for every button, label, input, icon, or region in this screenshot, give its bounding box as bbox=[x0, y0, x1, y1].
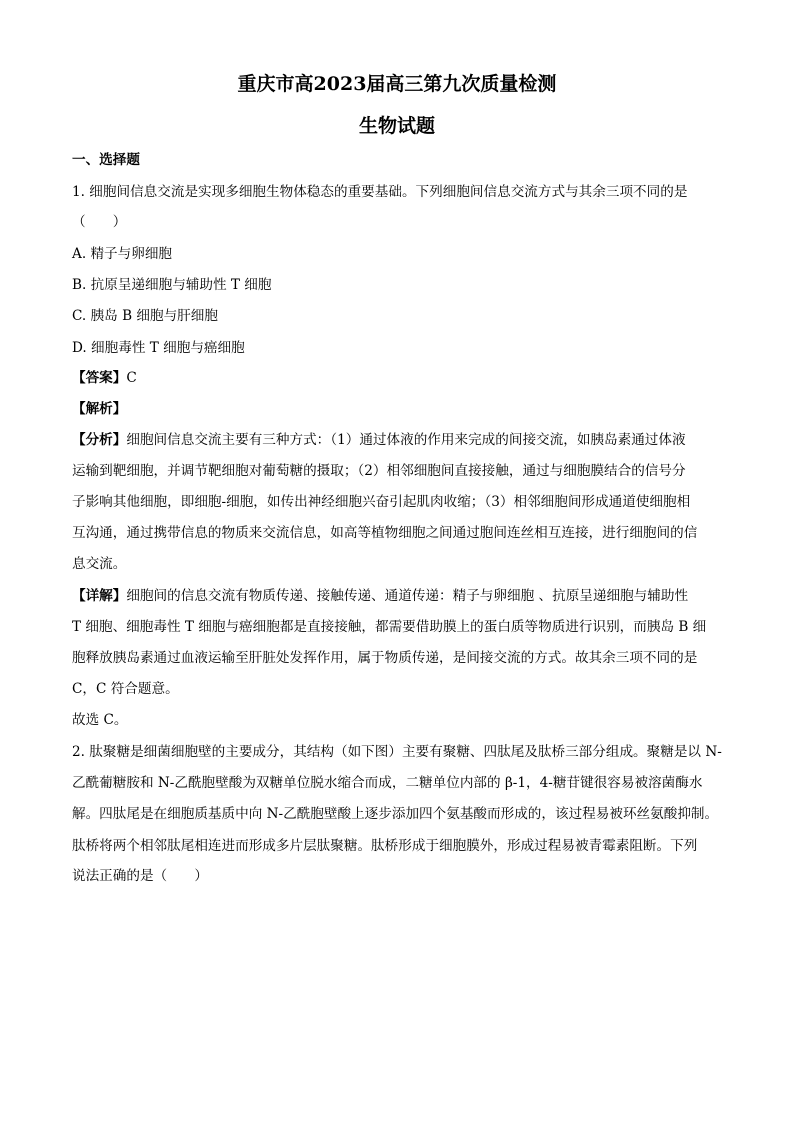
q1-conclusion: 故选 C。 bbox=[72, 712, 128, 728]
fenxi-line bbox=[72, 430, 732, 450]
q1-option-a: A. 精子与卵细胞 bbox=[72, 246, 173, 262]
xiangjie-line: C，C 符合题意。 bbox=[72, 681, 179, 697]
exam-subtitle: 生物试题 bbox=[358, 115, 435, 137]
q1-option-c: C. 胰岛 B 细胞与肝细胞 bbox=[72, 308, 218, 324]
analysis-label: 【解析】 bbox=[72, 401, 127, 417]
q2-line: 乙酰葡糖胺和 N-乙酰胞壁酸为双糖单位脱水缩合而成，二糖单位内部的 β-1，4-糖苷键很容易被溶菌酶水 bbox=[72, 775, 703, 791]
q1-answer bbox=[72, 368, 732, 388]
xiangjie-text: 细胞间的信息交流有物质传递、接触传递、通道传递：精子与卵细胞 、抗原呈递细胞与辅助性 bbox=[126, 588, 689, 604]
xiangjie-line: T 细胞、细胞毒性 T 细胞与癌细胞都是直接接触，都需要借助膜上的蛋白质等物质进行识别，而胰岛 B 细 bbox=[72, 619, 707, 635]
q1-option-d: D. 细胞毒性 T 细胞与癌细胞 bbox=[72, 340, 245, 356]
fenxi-line: 互沟通，通过携带信息的物质来交流信息，如高等植物细胞之间通过胞间连丝相互连接，进行细胞间的信 bbox=[72, 525, 698, 541]
exam-title: 重庆市高2023届高三第九次质量检测 bbox=[237, 73, 557, 95]
q2-line: 解。四肽尾是在细胞质基质中向 N-乙酰胞壁酸上逐步添加四个氨基酸而形成的，该过程易被环丝氨酸抑制。 bbox=[72, 806, 719, 822]
answer-value: C bbox=[126, 370, 137, 386]
answer-label: 【答案】 bbox=[72, 370, 127, 386]
q1-option-b: B. 抗原呈递细胞与辅助性 T 细胞 bbox=[72, 277, 272, 293]
q2-line: 2. 肽聚糖是细菌细胞壁的主要成分，其结构（如下图）主要有聚糖、四肽尾及肽桥三部分组成。聚糖是以 N- bbox=[72, 744, 722, 760]
q1-paren: （ ） bbox=[72, 214, 127, 230]
fenxi-line: 息交流。 bbox=[72, 556, 127, 572]
q2-line: 肽桥将两个相邻肽尾相连进而形成多片层肽聚糖。肽桥形成于细胞膜外，形成过程易被青霉素阻断。下列 bbox=[72, 838, 698, 854]
xiangjie-line bbox=[72, 586, 732, 606]
q2-line: 说法正确的是（ ） bbox=[72, 868, 208, 884]
fenxi-label: 【分析】 bbox=[72, 432, 127, 448]
q1-stem: 1. 细胞间信息交流是实现多细胞生物体稳态的重要基础。下列细胞间信息交流方式与其余三项不同的是 bbox=[72, 184, 688, 200]
xiangjie-line: 胞释放胰岛素通过血液运输至肝脏处发挥作用，属于物质传递，是间接交流的方式。故其余三项不同的是 bbox=[72, 650, 698, 666]
fenxi-line: 运输到靶细胞，并调节靶细胞对葡萄糖的摄取；（2）相邻细胞间直接接触，通过与细胞膜结合的信号分 bbox=[72, 463, 686, 479]
xiangjie-label: 【详解】 bbox=[72, 588, 127, 604]
fenxi-line: 子影响其他细胞，即细胞-细胞，如传出神经细胞兴奋引起肌肉收缩；（3）相邻细胞间形成通道使细胞相 bbox=[72, 494, 691, 510]
fenxi-text: 细胞间信息交流主要有三种方式：（1）通过体液的作用来完成的间接交流，如胰岛素通过体液 bbox=[126, 432, 686, 448]
section-heading: 一、选择题 bbox=[72, 152, 140, 168]
